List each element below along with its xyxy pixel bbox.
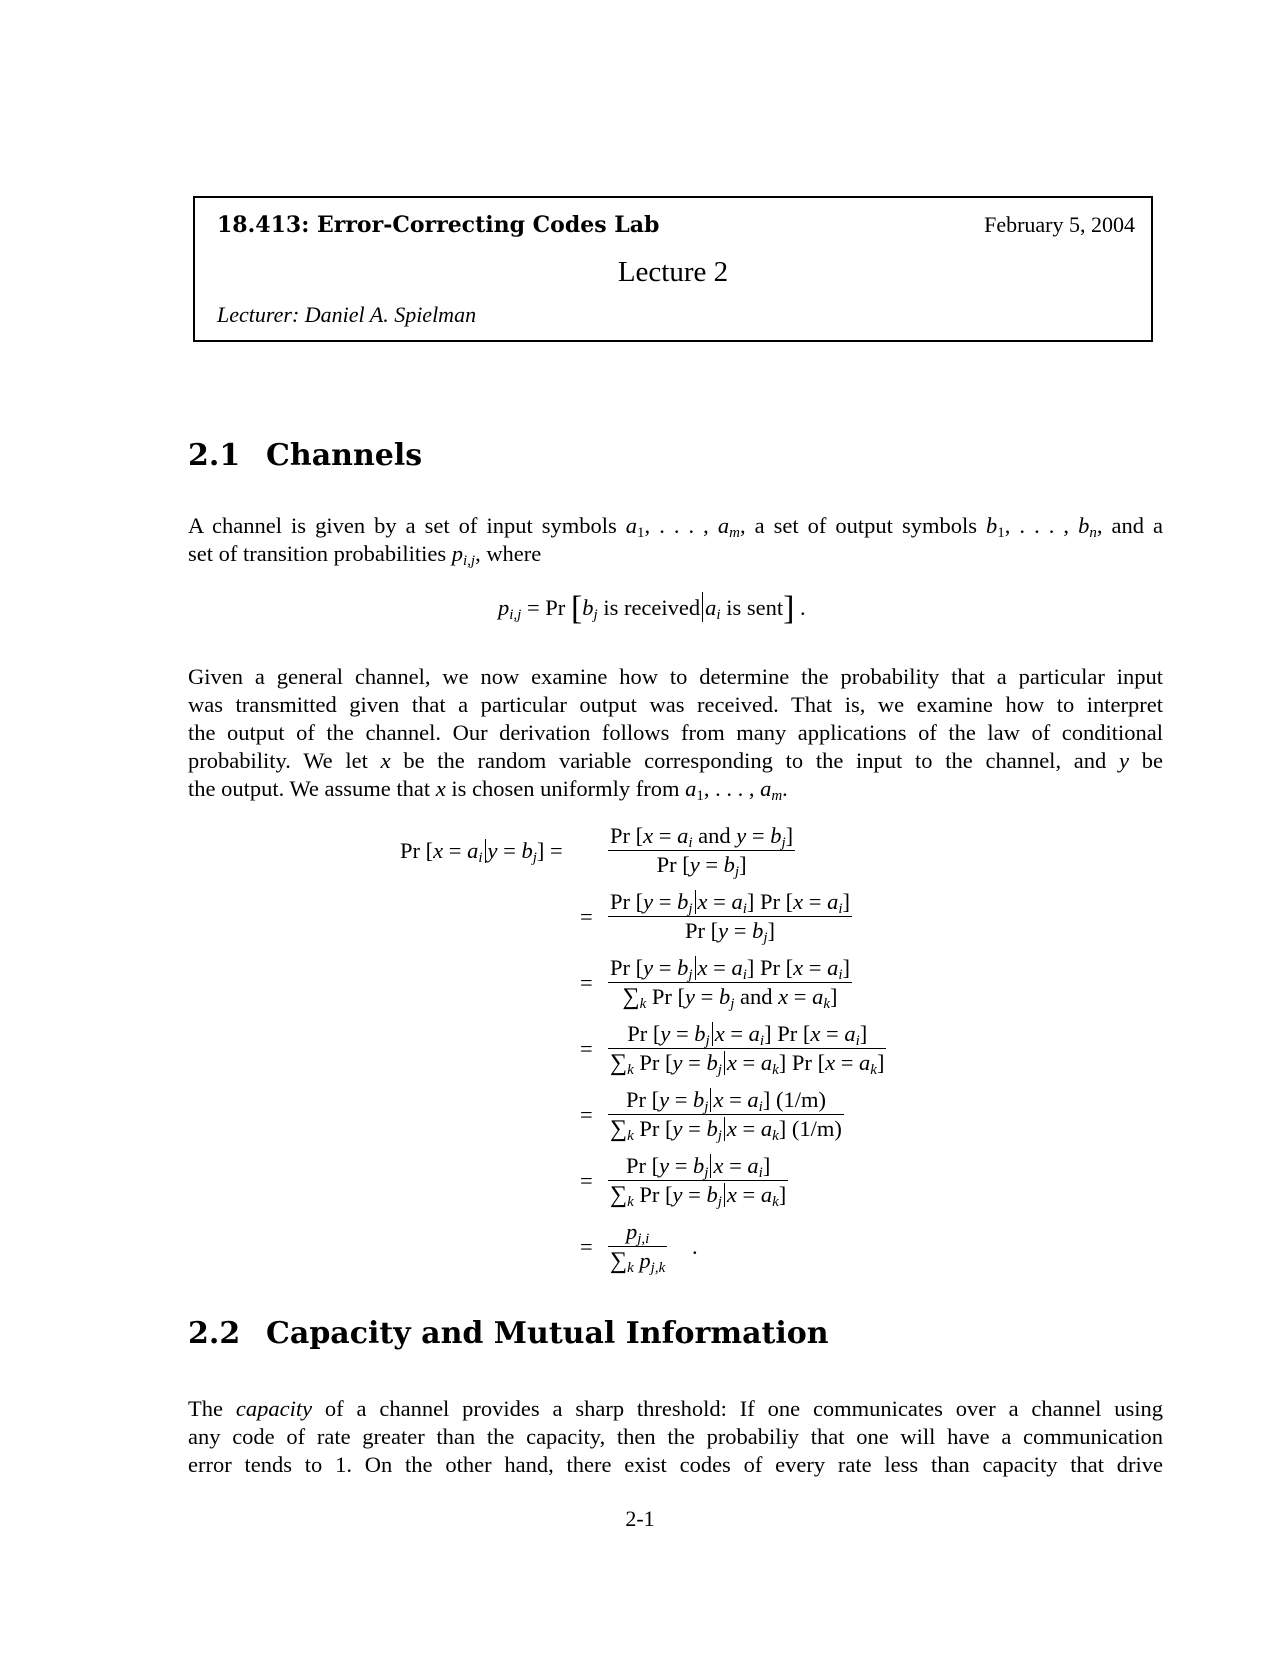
lecture-number: Lecture 2: [617, 256, 729, 288]
paragraph-line: the output of the channel. Our derivation follows from many applications of the law of conditional: [188, 720, 1163, 745]
paragraph-line: Given a general channel, we now examine how to determine the probability that a particular input: [188, 664, 1163, 689]
paragraph-capacity: [188, 1395, 1163, 1479]
paragraph-line: set of transition probabilities $p_{i,j}$, where: [188, 541, 542, 569]
paragraph-line: any code of rate greater than the capacity, then the probabiliy that one will have a communication: [188, 1424, 1163, 1449]
paragraph-derivation-intro: [188, 663, 1163, 803]
section-heading-channels: [188, 438, 422, 473]
paragraph-line: A channel is given by a set of input symbols $a_1$, . . . , $a_m$, a set of output symbols $b_1$, . . . , $b_n$, and a: [188, 513, 1163, 541]
page-number: 2-1: [625, 1506, 655, 1531]
paragraph-line: the output. We assume that x is chosen uniformly from $a_1$, . . . , $a_m$.: [188, 776, 788, 804]
paragraph-line: The capacity of a channel provides a sharp threshold: If one communicates over a channel using: [188, 1396, 1163, 1421]
paragraph-line: error tends to 1. On the other hand, there exist codes of every rate less than capacity that drive: [188, 1452, 1163, 1477]
section-number: 2.2: [188, 1316, 241, 1351]
section-heading-capacity: [188, 1316, 829, 1351]
derivation-lhs: Pr [$x = a_i$ $y = b_j$] =: [400, 838, 563, 866]
paragraph-channel-definition: [188, 512, 1163, 568]
equation-transition-probability: $p_{i,j} = Pr$ [$b_j$ is received $a_i$ is sent] .: [498, 590, 806, 627]
section-title: Channels: [266, 438, 423, 473]
section-number: 2.1: [188, 438, 241, 473]
lecture-header-box: [193, 196, 1153, 342]
course-title: 18.413: Error-Correcting Codes Lab: [217, 212, 660, 238]
paragraph-line: probability. We let x be the random variable corresponding to the input to the channel, and y be: [188, 748, 1163, 773]
section-title: Capacity and Mutual Information: [266, 1316, 829, 1351]
paragraph-line: was transmitted given that a particular output was received. That is, we examine how to interpret: [188, 692, 1163, 717]
lecturer-line: Lecturer: Daniel A. Spielman: [217, 302, 477, 327]
lecture-date: February 5, 2004: [984, 212, 1135, 237]
